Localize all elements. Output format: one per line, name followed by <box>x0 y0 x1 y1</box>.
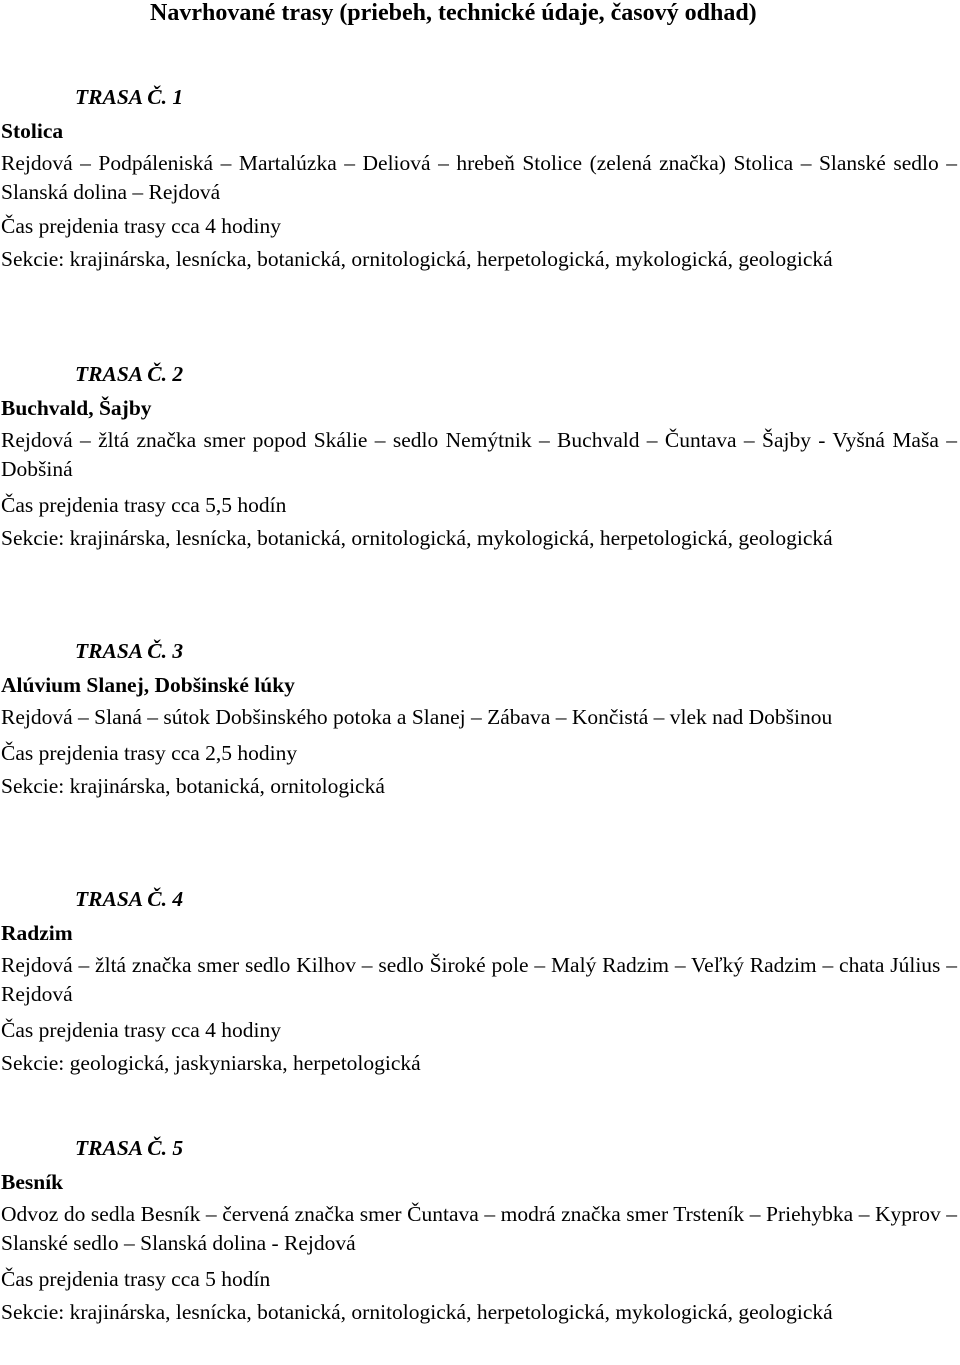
route-name: Stolica <box>1 119 64 143</box>
route-2 <box>1 358 957 554</box>
route-name: Buchvald, Šajby <box>1 396 152 420</box>
route-path: Odvoz do sedla Besník – červená značka smer Čuntava – modrá značka smer Trsteník – Priehybka – Kyprov – Slanské sedlo – Slanská dolina - Rejdová <box>1 1202 957 1255</box>
route-5 <box>1 1132 957 1328</box>
route-time: Čas prejdenia trasy cca 2,5 hodiny <box>1 741 298 765</box>
route-name: Besník <box>1 1170 64 1194</box>
route-label: TRASA Č. 1 <box>75 85 184 109</box>
route-path: Rejdová – Slaná – sútok Dobšinského potoka a Slanej – Zábava – Končistá – vlek nad Dobšinou <box>1 705 833 729</box>
route-3 <box>1 635 957 802</box>
route-time: Čas prejdenia trasy cca 5,5 hodín <box>1 493 287 517</box>
route-label: TRASA Č. 5 <box>75 1136 184 1160</box>
route-label: TRASA Č. 2 <box>75 362 184 386</box>
route-time: Čas prejdenia trasy cca 4 hodiny <box>1 1018 282 1042</box>
route-1 <box>1 81 957 275</box>
route-time: Čas prejdenia trasy cca 4 hodiny <box>1 214 282 238</box>
route-sections: Sekcie: geologická, jaskyniarska, herpetologická <box>1 1051 421 1075</box>
route-label: TRASA Č. 4 <box>75 887 184 911</box>
page-title: Navrhované trasy (priebeh, technické údaje, časový odhad) <box>150 0 757 26</box>
route-sections: Sekcie: krajinárska, botanická, ornitologická <box>1 774 385 798</box>
route-path: Rejdová – žltá značka smer popod Skálie – sedlo Nemýtnik – Buchvald – Čuntava – Šajby - Vyšná Maša – Dobšiná <box>1 428 957 481</box>
route-name: Alúvium Slanej, Dobšinské lúky <box>1 673 295 697</box>
route-4 <box>1 883 957 1079</box>
route-label: TRASA Č. 3 <box>75 639 184 663</box>
route-sections: Sekcie: krajinárska, lesnícka, botanická, ornitologická, herpetologická, mykologická, geologická <box>1 1300 833 1324</box>
route-sections: Sekcie: krajinárska, lesnícka, botanická, ornitologická, herpetologická, mykologická, geologická <box>1 247 833 271</box>
route-path: Rejdová – žltá značka smer sedlo Kilhov – sedlo Široké pole – Malý Radzim – Veľký Radzim – chata Július – Rejdová <box>1 953 957 1006</box>
route-time: Čas prejdenia trasy cca 5 hodín <box>1 1267 271 1291</box>
route-name: Radzim <box>1 921 73 945</box>
route-sections: Sekcie: krajinárska, lesnícka, botanická, ornitologická, mykologická, herpetologická, geologická <box>1 526 833 550</box>
route-path: Rejdová – Podpáleniská – Martalúzka – Deliová – hrebeň Stolice (zelená značka) Stolica – Slanské sedlo – Slanská dolina – Rejdová <box>1 151 957 204</box>
